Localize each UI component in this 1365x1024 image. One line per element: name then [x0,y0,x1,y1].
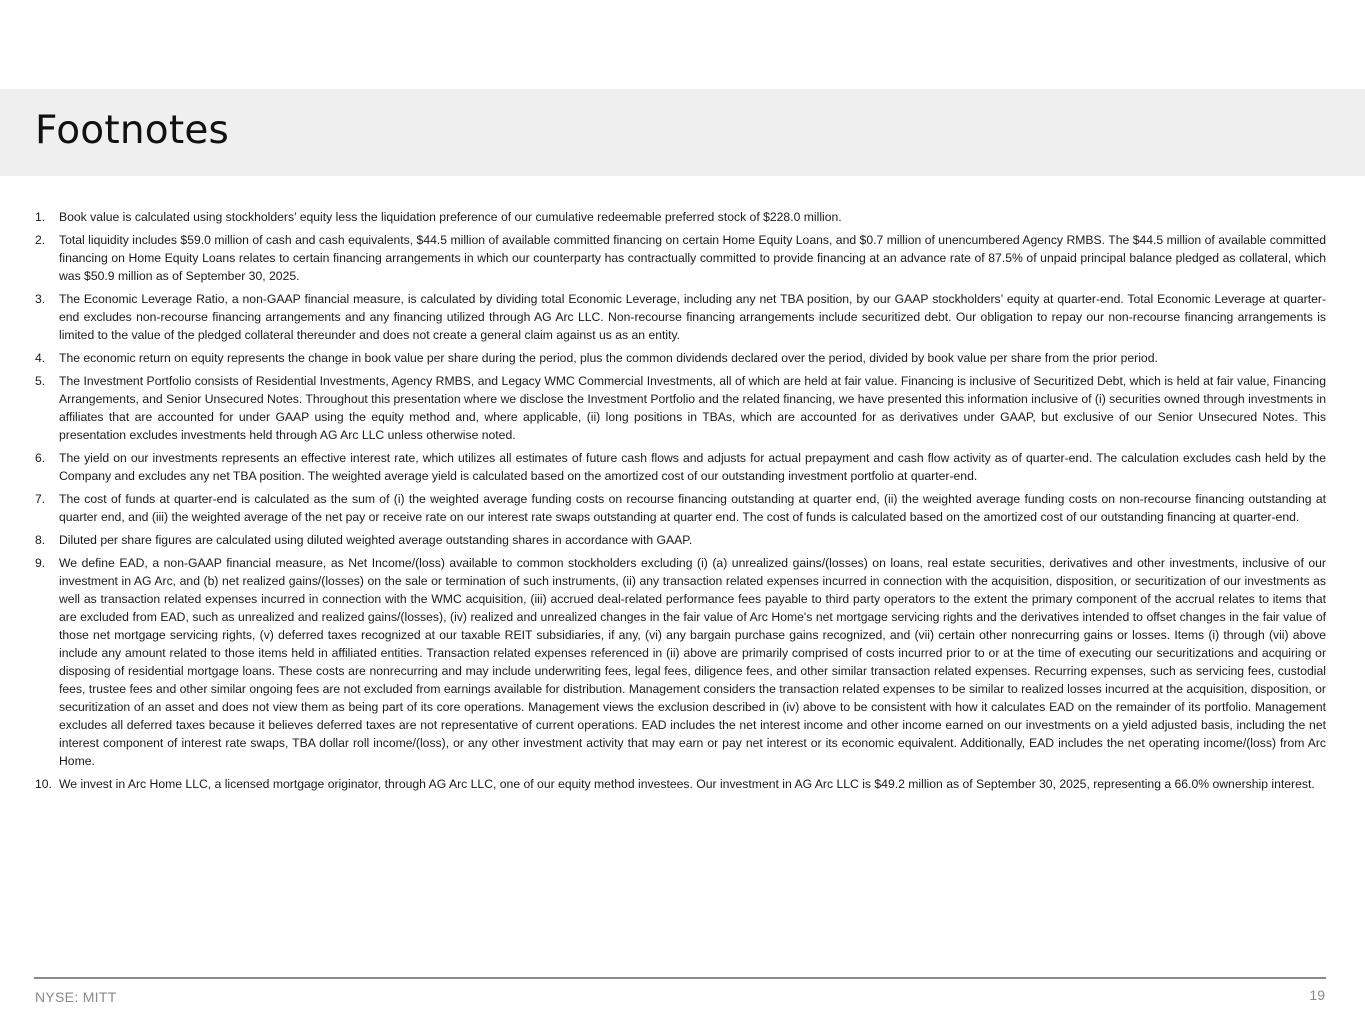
footnote-text: The cost of funds at quarter-end is calculated as the sum of (i) the weighted average funding costs on recourse financing outstanding at quarter end, (ii) the weighted average funding costs on non-recourse financing outstanding at quarter end, and (iii) the weighted average of the net pay or receive rate on our interest rate swaps outstanding at quarter end. The cost of funds is calculated based on the amortized cost of our outstanding financing at quarter-end. [59,492,1326,524]
page-title: Footnotes [35,108,230,153]
footnote-number: 3. [35,292,46,306]
footnote-number: 2. [35,233,46,247]
footnote-2 [35,231,1326,285]
footnote-number: 10. [35,777,52,791]
footnote-number: 5. [35,374,46,388]
footnote-text: The Economic Leverage Ratio, a non-GAAP financial measure, is calculated by dividing total Economic Leverage, including any net TBA position, by our GAAP stockholders’ equity at quarter-end. Total Economic Leverage at quarter-end excludes non-recourse financing arrangements and any financing utilized through AG Arc LLC. Non-recourse financing arrangements include securitized debt. Our obligation to repay our non-recourse financing arrangements is limited to the value of the pledged collateral thereunder and does not create a general claim against us as an entity. [59,292,1326,342]
footnote-6 [35,449,1326,485]
footer-ticker: NYSE: MITT [35,989,117,1005]
footnote-text: The economic return on equity represents the change in book value per share during the period, plus the common dividends declared over the period, divided by book value per share from the prior period. [59,351,1158,365]
footnote-text: The yield on our investments represents an effective interest rate, which utilizes all estimates of future cash flows and adjusts for actual prepayment and cash flow activity as of quarter-end. The calculation excludes cash held by the Company and excludes any net TBA position. The weighted average yield is calculated based on the amortized cost of our outstanding investment portfolio at quarter-end. [59,451,1326,483]
footnote-7 [35,490,1326,526]
footnote-3 [35,290,1326,344]
footnote-text: Book value is calculated using stockholders’ equity less the liquidation preference of our cumulative redeemable preferred stock of $228.0 million. [59,210,842,224]
footnote-10 [35,775,1326,793]
footnote-number: 9. [35,556,46,570]
footnote-number: 1. [35,210,46,224]
footnote-text: Diluted per share figures are calculated using diluted weighted average outstanding shares in accordance with GAAP. [59,533,693,547]
footnote-text: The Investment Portfolio consists of Residential Investments, Agency RMBS, and Legacy WMC Commercial Investments, all of which are held at fair value. Financing is inclusive of Securitized Debt, which is held at fair value, Financing Arrangements, and Senior Unsecured Notes. Throughout this presentation where we disclose the Investment Portfolio and the related financing, we have presented this information inclusive of (i) securities owned through investments in affiliates that are accounted for under GAAP using the equity method and, where applicable, (ii) long positions in TBAs, which are accounted for as derivatives under GAAP, but exclusive of our Senior Unsecured Notes. This presentation excludes investments held through AG Arc LLC unless otherwise noted. [59,374,1326,442]
footnote-number: 4. [35,351,46,365]
footnote-number: 8. [35,533,46,547]
footnote-number: 6. [35,451,46,465]
footer-divider [34,977,1326,979]
footnote-text: Total liquidity includes $59.0 million of cash and cash equivalents, $44.5 million of available committed financing on certain Home Equity Loans, and $0.7 million of unencumbered Agency RMBS. The $44.5 million of available committed financing on Home Equity Loans relates to certain financing arrangements in which our counterparty has contractually committed to provide financing at an advance rate of 87.5% of unpaid principal balance pledged as collateral, which was $50.9 million as of September 30, 2025. [59,233,1326,283]
footnote-5 [35,372,1326,444]
footnote-1 [35,208,1326,226]
footnote-text: We define EAD, a non-GAAP financial measure, as Net Income/(loss) available to common stockholders excluding (i) (a) unrealized gains/(losses) on loans, real estate securities, derivatives and other investments, inclusive of our investment in AG Arc, and (b) net realized gains/(losses) on the sale or termination of such instruments, (ii) any transaction related expenses incurred in connection with the acquisition, disposition, or securitization of our investments as well as transaction related expenses incurred in connection with the WMC acquisition, (iii) accrued deal-related performance fees payable to third party operators to the extent the primary component of the accrual relates to items that are excluded from EAD, such as unrealized and realized gains/(losses), (iv) realized and unrealized changes in the fair value of Arc Home's net mortgage servicing rights and the derivatives intended to offset changes in the fair value of those net mortgage servicing rights, (v) deferred taxes recognized at our taxable REIT subsidiaries, if any, (vi) any bargain purchase gains recognized, and (vii) certain other nonrecurring gains or losses. Items (i) through (vii) above include any amount related to those items held in affiliated entities. Transaction related expenses referenced in (ii) above are primarily comprised of costs incurred prior to or at the time of executing our securitizations and acquiring or disposing of residential mortgage loans. These costs are nonrecurring and may include underwriting fees, legal fees, diligence fees, and other similar transaction related expenses. Recurring expenses, such as servicing fees, custodial fees, trustee fees and other similar ongoing fees are not excluded from earnings available for distribution. Management considers the transaction related expenses to be similar to realized losses incurred at the acquisition, disposition, or securitization of an asset and does not view them as being part of its core operations. Management views the exclusion described in (iv) above to be consistent with how it calculates EAD on the remainder of its portfolio. Management excludes all deferred taxes because it believes deferred taxes are not representative of current operations. EAD includes the net interest income and other income earned on our investments on a yield adjusted basis, including the net interest component of interest rate swaps, TBA dollar roll income/(loss), or any other investment activity that may earn or pay net interest or its economic equivalent. Additionally, EAD includes the net operating income/(loss) from Arc Home. [59,556,1326,768]
page-number: 19 [1309,987,1325,1003]
footnote-text: We invest in Arc Home LLC, a licensed mortgage originator, through AG Arc LLC, one of our equity method investees. Our investment in AG Arc LLC is $49.2 million as of September 30, 2025, representing a 66.0% ownership interest. [59,777,1315,791]
footnote-4 [35,349,1326,367]
footnote-number: 7. [35,492,46,506]
footnote-8 [35,531,1326,549]
footnotes-list [35,208,1326,798]
footnote-9 [35,554,1326,770]
